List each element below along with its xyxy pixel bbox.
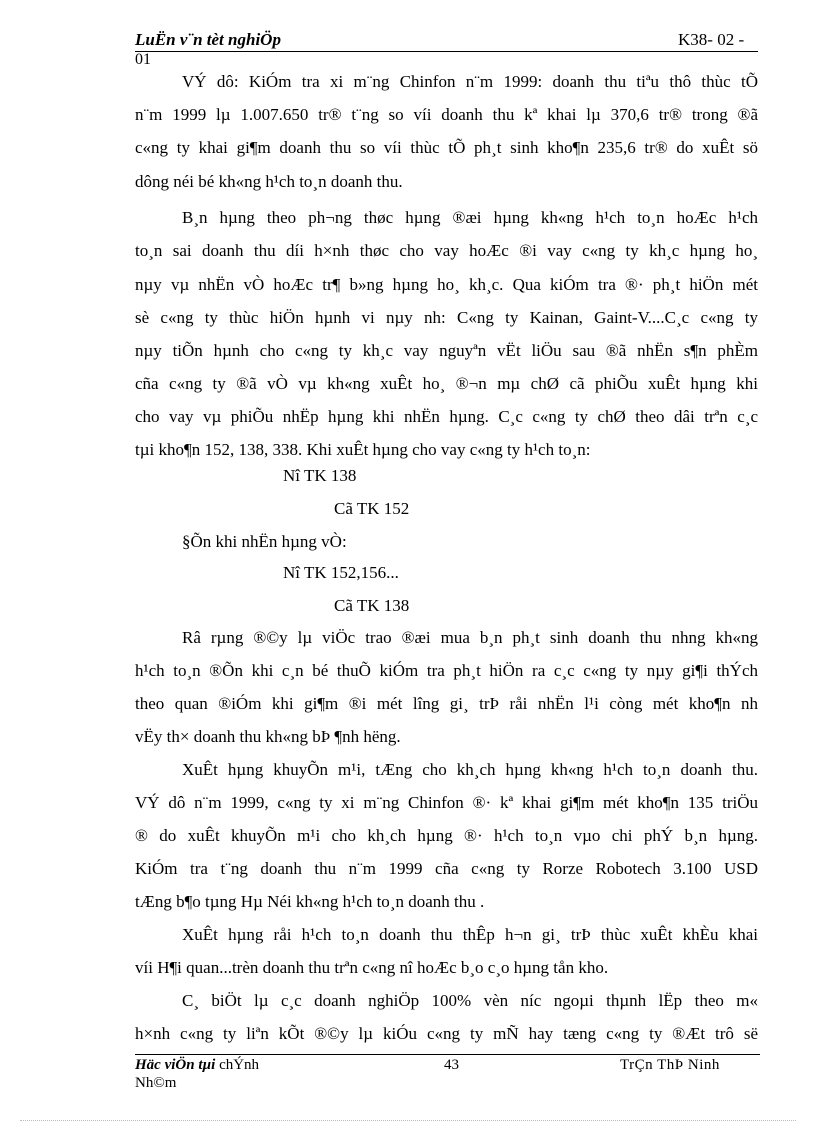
paragraph-line: VÝ dô: KiÓm tra xi m¨ng Chinfon n¨m 1999: doanh thu tiªu thô thùc tÕ [182,72,758,91]
paragraph-line: nµy tiÕn hµnh cho c«ng ty kh¸c vay nguyªn vËt liÖu sau ®ã nhËn s¶n phÈm [135,341,758,360]
paragraph-line: to¸n sai doanh thu díi h×nh thøc cho vay hoÆc ®i vay c«ng ty kh¸c hµng ho¸ [135,241,758,260]
paragraph-line: XuÊt hµng khuyÕn m¹i, tÆng cho kh¸ch hµng kh«ng h¹ch to¸n doanh thu. [182,760,758,779]
class-code: K38- 02 - [678,30,745,49]
institution-name-rest: chÝnh [215,1057,260,1073]
thesis-title: LuËn v¨n tèt nghiÖp [135,30,281,49]
paragraph-line: C¸ biÖt lµ c¸c doanh nghiÖp 100% vèn níc ngoµi thµnh lËp theo m« [182,991,758,1010]
journal-credit: Cã TK 138 [334,596,410,615]
paragraph-line: h¹ch to¸n ®Õn khi c¸n bé thuÕ kiÓm tra ph¸t hiÖn ra c¸c c«ng ty nµy gi¶i thÝch [135,661,758,680]
paragraph-line: ® do xuÊt khuyÕn m¹i cho kh¸ch hµng ®· h¹ch to¸n vµo chi phÝ b¸n hµng. [135,826,758,845]
paragraph-line: víi H¶i quan...trèn doanh thu trªn c«ng nî hoÆc b¸o c¸o hµng tån kho. [135,958,609,977]
paragraph-line: cña c«ng ty ®ã vÒ vµ kh«ng xuÊt ho¸ ®¬n mµ chØ cã phiÕu xuÊt hµng khi [135,374,758,393]
paragraph-line: n¨m 1999 lµ 1.007.650 tr® t¨ng so víi doanh thu kª khai lµ 370,6 tr® trong ®ã [135,105,758,124]
journal-debit: Nî TK 152,156... [283,563,399,582]
paragraph-line: VÝ dô n¨m 1999, c«ng ty xi m¨ng Chinfon ®· kª khai gi¶m mét kho¶n 135 triÖu [135,793,758,812]
class-code-wrap: 01 [135,51,151,68]
paragraph-line: vËy th× doanh thu kh«ng bÞ ¶nh hëng. [135,727,401,746]
page-edge-divider [20,1120,796,1121]
journal-credit: Cã TK 152 [334,499,410,518]
paragraph-line: §Õn khi nhËn hµng vÒ: [182,532,347,551]
paragraph-line: Râ rµng ®©y lµ viÖc trao ®æi mua b¸n ph¸t sinh doanh thu nhng kh«ng [182,628,758,647]
paragraph-line: h×nh c«ng ty liªn kÕt ®©y lµ kiÓu c«ng ty mÑ hay tæng c«ng ty ®Æt trô së [135,1024,758,1043]
paragraph-line: tÆng b¶o tµng Hµ Néi kh«ng h¹ch to¸n doanh thu . [135,892,485,911]
institution-name [135,1057,259,1074]
paragraph-line: sè c«ng ty thùc hiÖn hµnh vi nµy nh: C«ng ty Kainan, Gaint-V....C¸c c«ng ty [135,308,758,327]
header-rule [135,51,758,52]
institution-name-wrap: Nh©m [135,1075,177,1091]
page-number: 43 [444,1057,459,1073]
paragraph-line: c«ng ty khai gi¶m doanh thu so víi thùc tÕ ph¸t sinh kho¶n 235,6 tr® do xuÊt sö [135,138,758,157]
journal-debit: Nî TK 138 [283,466,357,485]
paragraph-line: cho vay vµ phiÕu nhËp hµng khi nhËn hµng. C¸c c«ng ty chØ theo dâi trªn c¸c [135,407,758,426]
paragraph-line: nµy vµ nhËn vÒ hoÆc tr¶ b»ng hµng ho¸ kh¸c. Qua kiÓm tra ®· ph¸t hiÖn mét [135,275,758,294]
author-name: TrÇn ThÞ Ninh [620,1057,720,1073]
institution-name-bold: Häc viÖn tµi [135,1057,216,1073]
paragraph-line: dông néi bé kh«ng h¹ch to¸n doanh thu. [135,172,403,191]
paragraph-line: theo quan ®iÓm khi gi¶m ®i mét lîng gi¸ trÞ råi nhËn l¹i còng mét kho¶n nh [135,694,758,713]
paragraph-line: XuÊt hµng råi h¹ch to¸n doanh thu thÊp h¬n gi¸ trÞ thùc xuÊt khÈu khai [182,925,758,944]
paragraph-line: tµi kho¶n 152, 138, 338. Khi xuÊt hµng cho vay c«ng ty h¹ch to¸n: [135,440,591,459]
paragraph-line: KiÓm tra t¨ng doanh thu n¨m 1999 cña c«ng ty Rorze Robotech 3.100 USD [135,859,758,878]
paragraph-line: B¸n hµng theo ph¬ng thøc hµng ®æi hµng kh«ng h¹ch to¸n hoÆc h¹ch [182,208,758,227]
footer-rule [135,1054,760,1055]
